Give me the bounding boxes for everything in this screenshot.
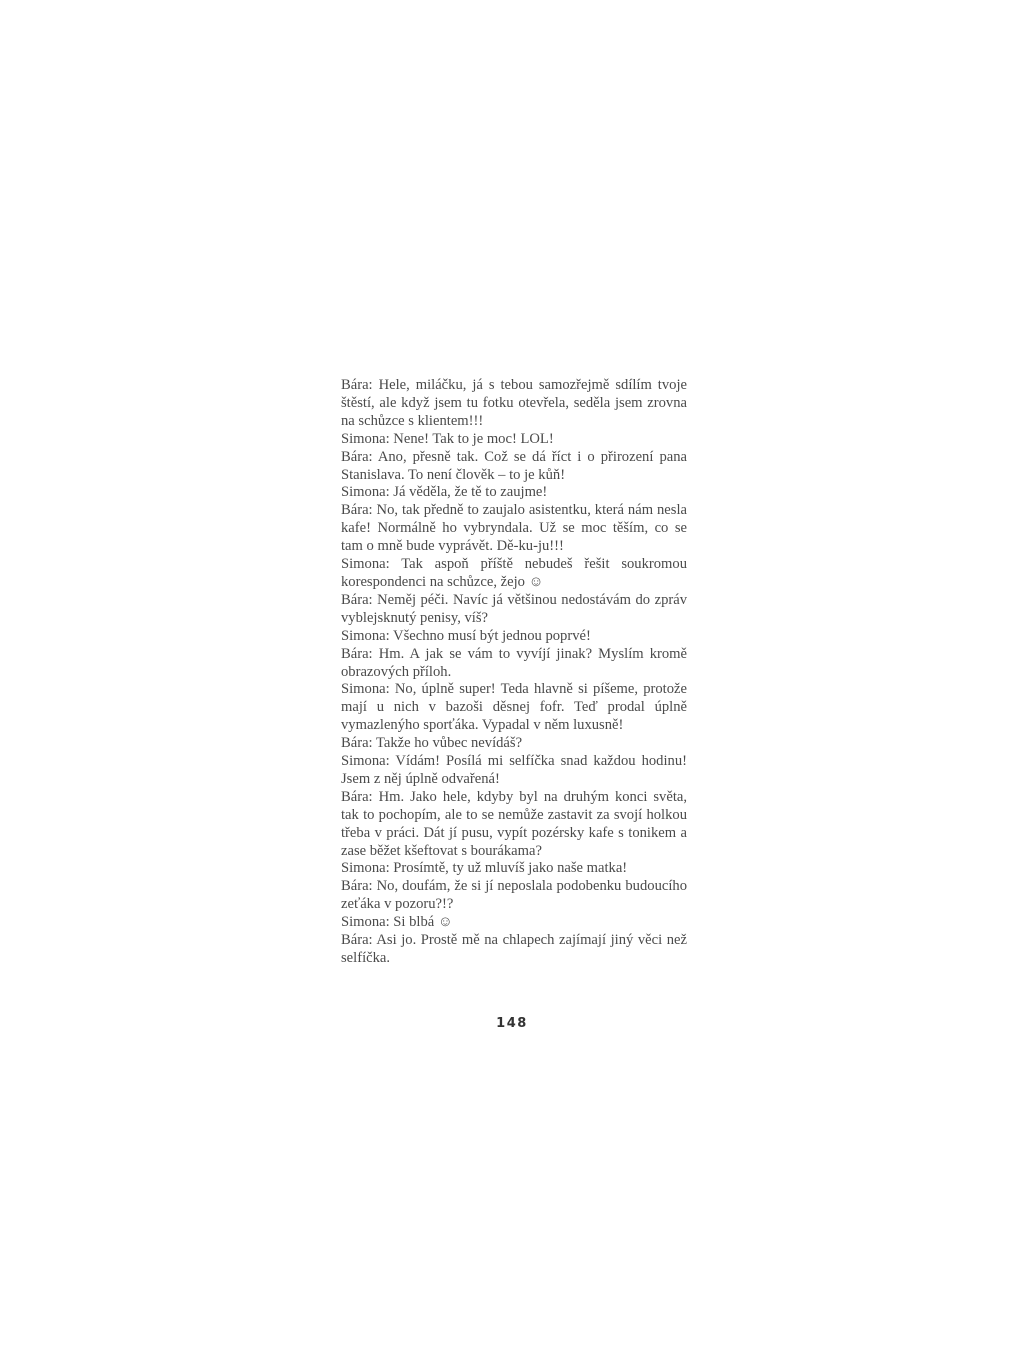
paragraph: Bára: No, tak předně to zaujalo asistentku, která nám nesla kafe! Normálně ho vybryndala. Už se moc těším, co se tam o mně bude vyprávět. Dě-ku-ju!!! xyxy=(341,502,687,555)
body-text xyxy=(341,377,687,968)
paragraph: Bára: Ano, přesně tak. Což se dá říct i o přirození pana Stanislava. To není člověk – to je kůň! xyxy=(341,448,687,483)
paragraph: Simona: No, úplně super! Teda hlavně si píšeme, protože mají u nich v bazoši děsnej fofr. Teď prodal úplně vymazlenýho sporťáka. Vypadal v něm luxusně! xyxy=(341,681,687,734)
paragraph: Bára: Neměj péči. Navíc já většinou nedostávám do zpráv vyblejsknutý penisy, víš? xyxy=(341,591,687,626)
paragraph: Bára: Hele, miláčku, já s tebou samozřejmě sdílím tvoje štěstí, ale když jsem tu fotku otevřela, seděla jsem zrovna na schůzce s klientem!!! xyxy=(341,377,687,429)
paragraph: Simona: Prosímtě, ty už mluvíš jako naše matka! xyxy=(341,860,628,877)
paragraph: Bára: No, doufám, že si jí neposlala podobenku budoucího zeťáka v pozoru?!? xyxy=(341,878,687,913)
paragraph: Bára: Takže ho vůbec nevídáš? xyxy=(341,735,523,752)
paragraph: Simona: Tak aspoň příště nebudeš řešit soukromou korespondenci na schůzce, žejo ☺ xyxy=(341,556,687,590)
paragraph: Simona: Já věděla, že tě to zaujme! xyxy=(341,484,548,501)
paragraph: Bára: Hm. A jak se vám to vyvíjí jinak? Myslím kromě obrazových příloh. xyxy=(341,645,687,680)
paragraph: Simona: Si blbá ☺ xyxy=(341,914,453,931)
page-number: 148 xyxy=(496,1016,528,1031)
paragraph: Bára: Hm. Jako hele, kdyby byl na druhým konci světa, tak to pochopím, ale to se nemůže zastavit za svojí holkou třeba v práci. Dát jí pusu, vypít pozérsky kafe s tonikem a zase běžet kšeftovat s bourákama? xyxy=(341,788,687,859)
paragraph: Simona: Všechno musí být jednou poprvé! xyxy=(341,627,591,644)
paragraph: Simona: Vídám! Posílá mi selfíčka snad každou hodinu! Jsem z něj úplně odvařená! xyxy=(341,753,687,787)
paragraph: Simona: Nene! Tak to je moc! LOL! xyxy=(341,430,554,447)
paragraph: Bára: Asi jo. Prostě mě na chlapech zajímají jiný věci než selfíčka. xyxy=(341,932,687,966)
